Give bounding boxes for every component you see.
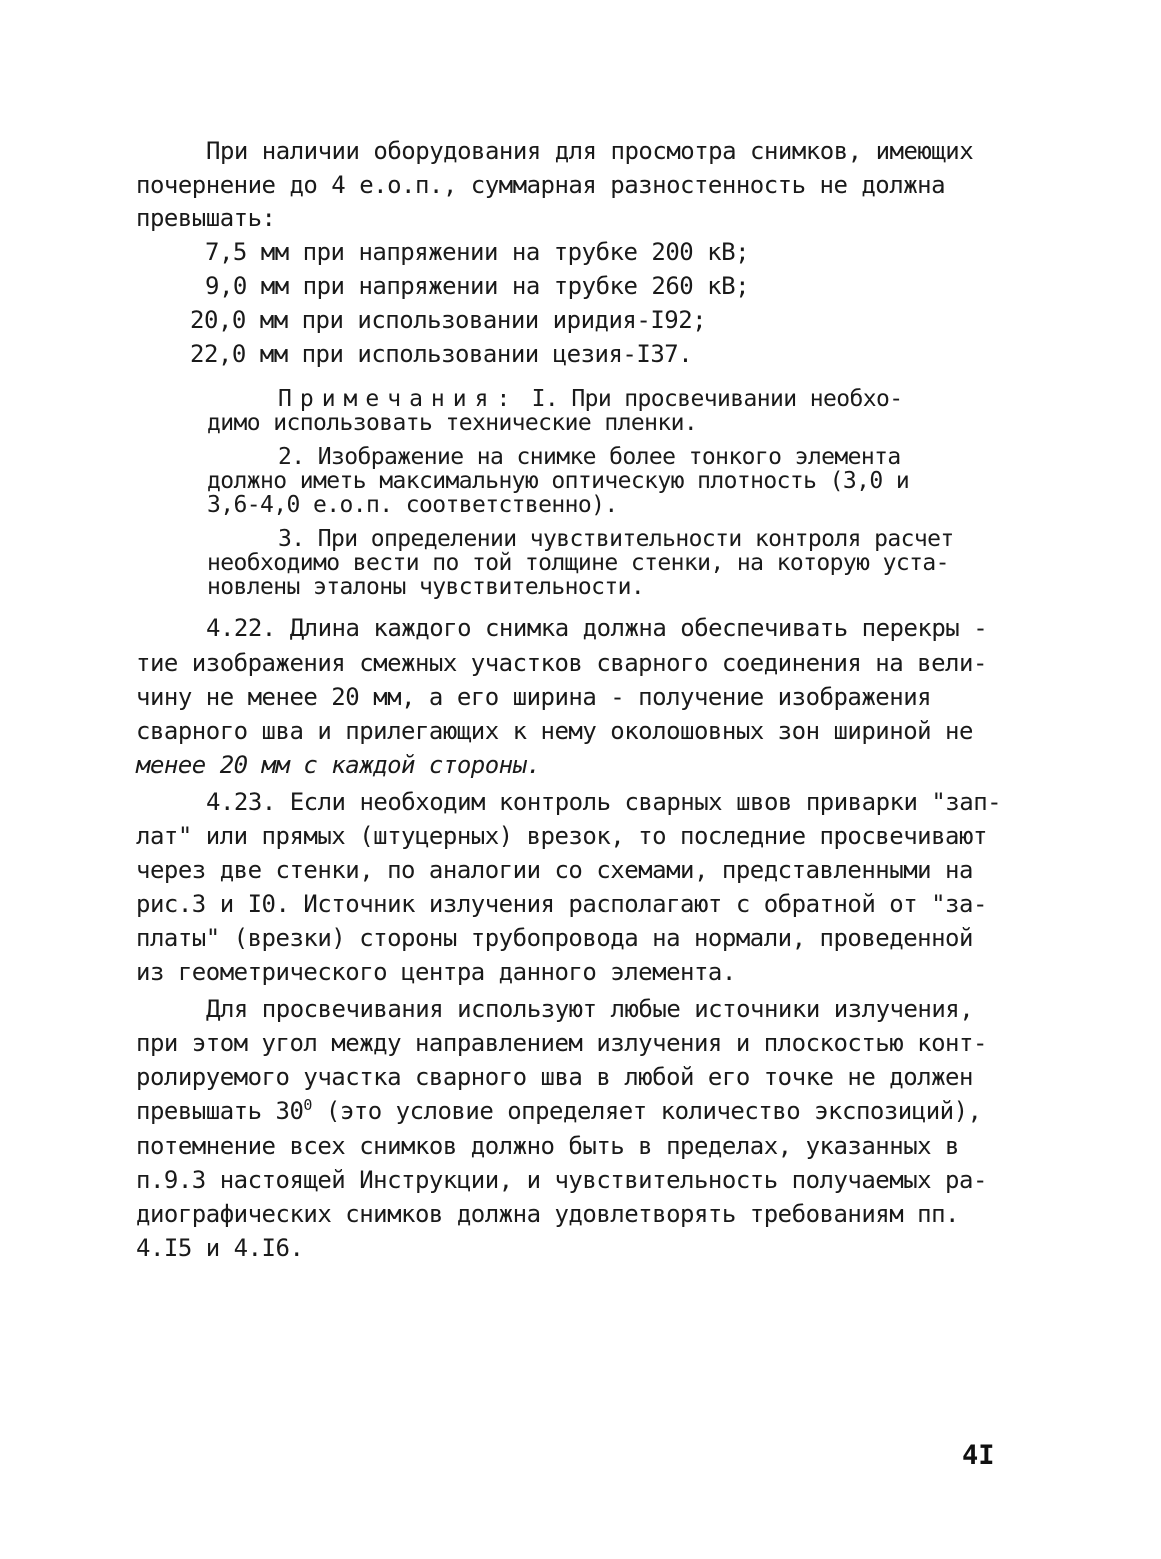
p422-line: менее 20 мм с каждой стороны. [136, 751, 541, 779]
p423-line: через две стенки, по аналогии со схемами, представленными на [136, 856, 973, 884]
p423-line: из геометрического центра данного элемента. [136, 958, 736, 986]
plast-line-1: Для просвечивания используют любые источники излучения, [206, 995, 974, 1023]
limit-item: 7,5 мм при напряжении на трубке 200 кВ; [205, 238, 750, 266]
page-number: 4I [962, 1440, 995, 1471]
note-3-line-2: необходимо вести по той толщине стенки, на которую уста- [207, 550, 949, 576]
plast-line-2: при этом угол между направлением излучения и плоскостью конт- [136, 1029, 987, 1057]
intro-line-3: превышать: [136, 204, 276, 232]
plast-line-3: ролируемого участка сварного шва в любой его точке не должен [136, 1063, 973, 1091]
note-1-line-2: димо использовать технические пленки. [207, 410, 698, 436]
note-2-line-2: должно иметь максимальную оптическую плотность (3,0 и [207, 468, 910, 494]
intro-line-2: почернение до 4 е.о.п., суммарная разностенность не должна [136, 171, 946, 199]
plast-line-7: диографических снимков должна удовлетворять требованиям пп. [136, 1200, 960, 1228]
plast-line-6: п.9.3 настоящей Инструкции, и чувствительность получаемых ра- [136, 1166, 987, 1194]
degree-superscript: 0 [303, 1096, 312, 1114]
note-2-line-1: 2. Изображение на снимке более тонкого элемента [278, 444, 901, 470]
p423-line: 4.23. Если необходим контроль сварных швов приварки "зап- [206, 788, 1002, 816]
note-3-line-1: 3. При определении чувствительности контроля расчет [278, 526, 954, 552]
notes-heading: Примечания: [278, 386, 519, 412]
p423-line: лат" или прямых (штуцерных) врезок, то последние просвечивают [136, 822, 987, 850]
p422-line: 4.22. Длина каждого снимка должна обеспечивать перекры - [206, 614, 988, 642]
p423-line: платы" (врезки) стороны трубопровода на нормали, проведенной [136, 924, 973, 952]
plast-line-4: превышать $30^0$ (это условие определяет количество экспозиций), [136, 1096, 982, 1125]
p423-line: рис.3 и I0. Источник излучения располагают с обратной от "за- [136, 890, 987, 918]
intro-line-1: При наличии оборудования для просмотра снимков, имеющих [206, 137, 974, 165]
note-1-line-1: Примечания: I. При просвечивании необхо- [278, 386, 903, 412]
note-2-line-3: 3,6-4,0 е.о.п. соответственно). [207, 492, 618, 518]
limit-item: 20,0 мм при использовании иридия-I92; [190, 306, 707, 334]
limit-item: 9,0 мм при напряжении на трубке 260 кВ; [205, 272, 750, 300]
plast-line-5: потемнение всех снимков должно быть в пределах, указанных в [136, 1132, 960, 1160]
p422-line: тие изображения смежных участков сварного соединения на вели- [136, 649, 987, 677]
limit-item: 22,0 мм при использовании цезия-I37. [190, 340, 693, 368]
p422-line: чину не менее 20 мм, а его ширина - получение изображения [136, 683, 932, 711]
plast-line-8: 4.I5 и 4.I6. [136, 1234, 304, 1262]
p422-line: сварного шва и прилегающих к нему околошовных зон шириной не [136, 717, 973, 745]
note-3-line-3: новлены эталоны чувствительности. [207, 574, 645, 600]
